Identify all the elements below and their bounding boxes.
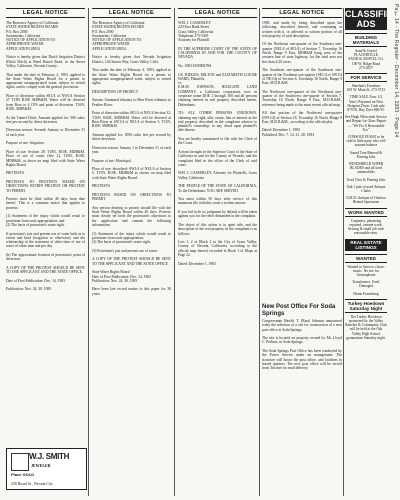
- jeweler-subtitle: JEWELER: [31, 463, 51, 468]
- classified-section-header: Turkey Hoedown Saturday Night: [345, 299, 387, 313]
- classified-ad: Carpentry, plastering repaired, cement work. Sewing & small job with reasonable rates.: [348, 218, 385, 236]
- classified-ad: Used Tires & Pouring Jobs: [346, 177, 386, 182]
- classified-section-header: REAL ESTATE LISTINGS: [345, 239, 387, 251]
- classified-ad: Sound True Retread & Pouring Jobs: [349, 150, 384, 159]
- classified-section-header: FOR SERVICE: [345, 73, 387, 82]
- classified-ad: Transformer, Used, Damaged: [352, 280, 381, 289]
- classified-ad: GOLD: Antique of Outdoor Heated Sportsmen: [345, 196, 387, 205]
- classified-ad: The Turkey Hoedown sponsored by the Valley Rancher & Community Club will be held at the Oak Valley High School gymnasium Saturday night.: [345, 314, 388, 340]
- legal-notice-column-2: [92, 8, 171, 496]
- jeweler-name: W.J. SMITH: [29, 452, 70, 461]
- legal-notice-body: The Resource Agency of California STATE WATER RIGHTS BOARD P.O. Box 2000 Sacramento, California NOTICE OF APPLICATION TO APPROPRIATE WATER APPLICATION 28054 Notice is hereby given that Nevada Irrigation District, 144 Sutton Way, Grass Valley, Calif. That under the date of February 4, 1983, applied to the State Water Rights Board for a permit to appropriate unappropriated water, subject to vested rights. DESCRIPTION OF PROJECT Stream: Unnamed tributary to Bear River tributary to Feather River. Point of diversion within SE1/4 of NE1/4 Section 32, T16N, R10E, MDB&M. Water will be diverted at Bear River at SW1/4 of NE1/4 of Section 3, T15N, R10E, MDB&M. Amount applied for: 1000 cubic feet per second by direct diversion. Diversion season: January 1 to December 31 of each year. Purpose of use: Municipal. Place of use: described: SW1/4 of NE1/4 of Section 5, T15N, R10E, MDB&M as shown on map filed with State Water Rights Board. PROTESTS PROTESTS BASED ON OBJECTIONS TO PERMIT. Any person desiring to protest should file with the State Water Rights Board within 40 days. Protests must clearly set forth the protestant's objections to the application and contain the following information: (1) Statement of the injury which would result to protestant from such appropriation; (2) The basis of protestant's water right. (3) Protestant's just and present use of water. A COPY OF THE PROTEST SHOULD BE SENT TO THE APPLICANT AND THE STATE OFFICE. State Water Rights Board Date of First Publication: Dec. 14, 1983 Publication: Nov. 24, 30, 1983 Have been late record matter to this paper for 30 years.: [92, 21, 171, 296]
- column-rule: [343, 8, 344, 496]
- legal-notice-column-1: [6, 8, 85, 496]
- classified-ad: Oak 1 pair of used Antique Chairs: [346, 184, 387, 194]
- column-rule: [88, 8, 89, 496]
- jeweler-advertisement: [6, 448, 87, 490]
- classified-ad: See Hugh Whitcomb Service and Repair for Glass Repair — "We Fix It Reasonable Too": [345, 115, 388, 132]
- classified-sections: [345, 33, 387, 340]
- column-rule: [174, 8, 175, 496]
- classified-ad: Wanted to listen to classic music. No use for Gramophone: [347, 264, 386, 277]
- legal-notice-column-3: [178, 8, 257, 496]
- legal-notice-header: LEGAL NOTICE: [178, 8, 257, 18]
- legal-notice-body: WM. J. CASSERLEY 220 East Bank Street Grass Valley, California Telephone 273-5403 Attorney for Plaintiff IN THE SUPERIOR COURT OF THE STATE OF CALIFORNIA IN AND FOR THE COUNTY OF NEVADA No. 1983 SUMMONS J.K. RIDGES, MILTON and ELIZABETH LOUISE WARD, Plaintiffs, vs. E.M.M. JOHNSON, HILEGATE LAND COMPANY, a California corporation, now in corporate name DOE 1 through 100 and all persons claiming interest in real property described herein, Defendants. TO: ALL OTHER PERSONS UNKNOWN, claiming any right, title, estate, lien or interest in the real property described in the complaint adverse to plaintiff's ownership, or any cloud upon plaintiff's title thereto. You are hereby summoned to file with the Clerk of the Court. Actions brought in the Superior Court of the State of California in and for the County of Nevada, and the complaint filed in the office of the Clerk of said court. WM. J. CASSERLEY, Attorney for Plaintiffs, Grass Valley, California THE PEOPLE OF THE STATE OF CALIFORNIA, To the Defendants: YOU ARE SERVED. You must within 30 days after service of this summons file with this court a written answer. If you fail to do so, judgment by default will be taken against you for the relief demanded in the complaint. The object of this action is to quiet title, and the description of the real property in the complaint is as follows: Lots 1, 2 of Block 2 in the City of Grass Valley, County of Nevada, California, according to the official map thereof recorded in Book 1 of Maps at Page 22. Dated: December 1, 1983: [178, 21, 257, 266]
- news-article-title: New Post Office For Soda Springs: [262, 304, 336, 317]
- legal-notice-body: 1983, and made by being described upon the following: described thereof, and continuing at written with it, or affected or written portion of all real property of said description. Of the Northeast one-quarter of the Southeast one-quarter (NE1/4 of SE1/4) of Section 7, Township 16 North, Range 9 East, MDB&M lying west of the western line of state highway, for the total area not less than 6.20 acres. The Southeast one-quarter of the Southwest one-quarter of the Northeast one-quarter (SE1/4 of SW1/4 of NE1/4) of Section 6, Township 16 North, Range 9 East, M.D.B.&M. The Northwest one-quarter of the Northwest one-quarter of the Southwest one-quarter of Section 7, Township 16 North, Range 9 East, M.D.B.&M., reference being made to the most recent official map. All that portion of the Northwest one-quarter (NW1/4) of Section 18, Township 16 North, Range 9 East, M.D.B.&M., according to the official plat. Dated: December 1, 1983 Published: Dec. 7, 14, 21, 28, 1983: [262, 21, 342, 137]
- column-rule: [259, 8, 260, 496]
- classified-ad: Sand & Gravel PLACERVILLE SAND & GRAVEL CO. 100 W. Ridge Road 273-4557: [348, 49, 384, 70]
- classified-ad: Home Furnishing: [353, 291, 379, 296]
- jeweler-address: 258 Broad St., Nevada City: [11, 482, 53, 486]
- classified-ad: Sheehan's Furniture 601 W. Main St. 273-5723: [346, 84, 386, 93]
- classified-section-header: BUILDING MATERIALS: [345, 33, 387, 47]
- news-article-body: Congressman Harold T. (Bizz) Johnson announced today the selection of a site for construction of a new post office at Soda Springs. The site is located on property owned by Mr. Lloyd C. Perkins, in Soda Springs. The Soda Springs Post Office has been conducted by the Forest Service under an arrangement. The structure will house the post office, and facilities in leased quarters. The new post office will be served from Truckee for mail delivery.: [262, 319, 342, 371]
- legal-notice-header: LEGAL NOTICE: [262, 8, 342, 18]
- classified-section-header: WORK WANTED: [345, 208, 387, 217]
- legal-notice-body: The Resource Agency of California STATE WATER RIGHTS BOARD P.O. Box 2000 Sacramento, California NOTICE OF APPLICATION TO APPROPRIATE WATER APPLICATION 28054 Notice is hereby given that Dutch Irrigation District (Ditch Ditch) at Bend Ranch Road, in the Sierra Valley, California, Nevada County: That under the date of February 4, 1983, applied to the State Water Rights Board for a permit to appropriate unappropriated water, subject to vested rights, and to comply with the general provisions. Place of diversion within SE1/4 of NW1/4 Section 27 T18N R10E MDB&M. Water will be diverted from Ross to 4 CFS and point of diversion. T16N, R10E, MDB&M. At the Tunnel Ditch. Amount applied for: 500 cubic feet per second by direct diversion. Diversion season: Seventh January to December 31 of each year. Purpose of use: Irrigation. Place of use: Section 28, T18N, R10E, MDB&M. Place of use of water (See 2), T16N, R10E, MDB&M, at down on map filed with State Water Rights Board. PROTESTS PROTESTS TO PROTESTS BASED ON OBJECTIONS WITHIN PROTEST OR PROTEST TO PERMIT. Protests must be filed within 40 days from date hereof. This is a common notice that applies to protests. (1) Statement of the injury which would result to protestant from such appropriation; and (2) The basis of protestant's water right. If protestant's just and present use of water both as to extent and kind (irrigation or otherwise), and the relationship of the statement of other time of use of water of other time and per day. (b) The approximate location of protestant's point of diversion. A COPY OF THE PROTEST SHOULD BE SENT TO THE APPLICANT AND THE STATE OFFICE. Date of First Publication: Dec. 14, 1983 Publication: Nov. 24, 30, 1983: [6, 21, 85, 292]
- jeweler-gold-label: Place GOLD: [11, 472, 35, 477]
- classified-ad: TIME SALE Now. 1/2 Year's Payment on New Hotpoint Dryer. Cash sale $79.95, Buy Dyer $69.95.: [347, 95, 386, 113]
- legal-notice-header: LEGAL NOTICE: [6, 8, 85, 18]
- legal-notice-header: LEGAL NOTICE: [92, 8, 171, 18]
- classified-section-header: WANTED: [345, 254, 387, 263]
- classified-ad: WINDSHIELD WIPER BLADES and all used automobiles: [348, 162, 385, 175]
- classified-ads-title: CLASSIFIED ADS: [345, 9, 399, 29]
- jeweler-logo-icon: [11, 453, 29, 471]
- classified-ad: CONSOLE PIANO to be sold to little party who will assume balance: [346, 135, 387, 148]
- masthead-side-text: Page 14 - The Register - December 14, 1983 - Page 14: [393, 4, 399, 138]
- legal-notice-column-4: [262, 8, 342, 496]
